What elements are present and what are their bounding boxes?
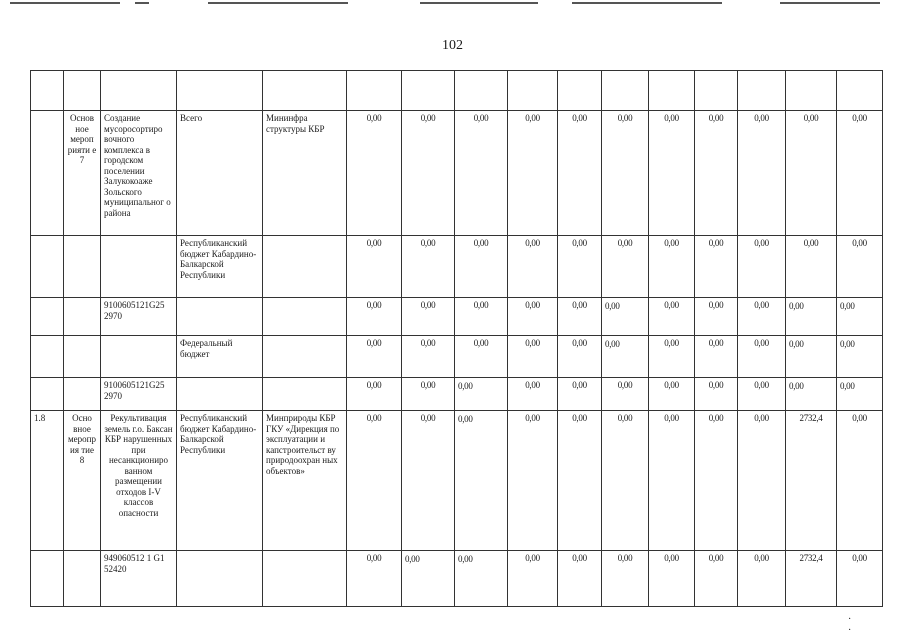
table-header-row xyxy=(31,71,883,111)
event-name: 949060512 1 G1 52420 xyxy=(101,551,177,607)
scan-artifact-line xyxy=(420,2,538,4)
event-name: 9100605121G25 2970 xyxy=(101,298,177,336)
value-cell: 0,00 xyxy=(837,111,883,236)
value-cell: 0,00 xyxy=(558,378,602,411)
value-cell: 0,00 xyxy=(837,336,883,378)
table-row xyxy=(31,551,883,607)
event-name: 9100605121G25 2970 xyxy=(101,378,177,411)
value-cell: 0,00 xyxy=(738,378,786,411)
value-cell: 0,00 xyxy=(602,298,649,336)
value-cell: 0,00 xyxy=(649,111,695,236)
value-cell: 0,00 xyxy=(695,378,738,411)
value-cell: 0,00 xyxy=(455,551,508,607)
table-row xyxy=(31,378,883,411)
funding-source xyxy=(177,551,263,607)
value-cell: 0,00 xyxy=(695,111,738,236)
value-cell: 0,00 xyxy=(738,411,786,551)
scan-artifact-line xyxy=(135,2,149,4)
footer-marks: · · xyxy=(848,614,874,636)
row-id xyxy=(31,336,64,378)
event-name xyxy=(101,236,177,298)
value-cell: 0,00 xyxy=(837,411,883,551)
event-label xyxy=(64,236,101,298)
funding-source xyxy=(177,378,263,411)
value-cell: 0,00 xyxy=(455,111,508,236)
value-cell: 0,00 xyxy=(347,111,402,236)
event-label xyxy=(64,551,101,607)
scan-artifact-line xyxy=(780,2,880,4)
value-cell: 0,00 xyxy=(738,551,786,607)
value-cell: 0,00 xyxy=(738,111,786,236)
table-row xyxy=(31,336,883,378)
funding-source: Республиканский бюджет Кабардино-Балкарской Республики xyxy=(177,236,263,298)
event-name: Рекультивация земель г.о. Баксан КБР нарушенных при несанкциониро ванном размещении отходов I-V классов опасности xyxy=(101,411,177,551)
value-cell: 0,00 xyxy=(837,236,883,298)
value-cell: 0,00 xyxy=(695,236,738,298)
value-cell: 0,00 xyxy=(649,236,695,298)
value-cell: 0,00 xyxy=(455,298,508,336)
funding-source: Республиканский бюджет Кабардино-Балкарской Республики xyxy=(177,411,263,551)
table-row xyxy=(31,298,883,336)
executor xyxy=(263,378,347,411)
value-cell: 0,00 xyxy=(695,298,738,336)
value-cell: 0,00 xyxy=(347,336,402,378)
event-label: Осно вное меропр ия тие 8 xyxy=(64,411,101,551)
funding-source xyxy=(177,298,263,336)
executor xyxy=(263,298,347,336)
executor: Мининфра структуры КБР xyxy=(263,111,347,236)
value-cell: 0,00 xyxy=(786,236,837,298)
value-cell: 0,00 xyxy=(455,236,508,298)
value-cell: 0,00 xyxy=(558,298,602,336)
table-row xyxy=(31,236,883,298)
event-label xyxy=(64,336,101,378)
value-cell: 0,00 xyxy=(508,551,558,607)
value-cell: 0,00 xyxy=(602,111,649,236)
value-cell: 0,00 xyxy=(455,336,508,378)
value-cell: 0,00 xyxy=(347,236,402,298)
executor: Минприроды КБР ГКУ «Дирекция по эксплуатации и капстроительст ву природоохран ных объектов» xyxy=(263,411,347,551)
funding-source: Федеральный бюджет xyxy=(177,336,263,378)
budget-table xyxy=(30,70,883,607)
value-cell: 0,00 xyxy=(602,378,649,411)
event-label xyxy=(64,378,101,411)
value-cell: 0,00 xyxy=(602,236,649,298)
value-cell: 0,00 xyxy=(837,378,883,411)
value-cell: 0,00 xyxy=(558,336,602,378)
value-cell: 0,00 xyxy=(786,298,837,336)
value-cell: 0,00 xyxy=(649,551,695,607)
event-label xyxy=(64,298,101,336)
table-row xyxy=(31,411,883,551)
value-cell: 0,00 xyxy=(649,298,695,336)
funding-source: Всего xyxy=(177,111,263,236)
value-cell: 0,00 xyxy=(455,411,508,551)
value-cell: 0,00 xyxy=(402,236,455,298)
value-cell: 0,00 xyxy=(455,378,508,411)
value-cell: 0,00 xyxy=(649,411,695,551)
row-id xyxy=(31,378,64,411)
row-id xyxy=(31,236,64,298)
value-cell: 0,00 xyxy=(558,411,602,551)
value-cell: 0,00 xyxy=(837,298,883,336)
page-number: 102 xyxy=(442,38,463,53)
scan-artifact-line xyxy=(10,2,120,4)
row-id xyxy=(31,551,64,607)
value-cell: 0,00 xyxy=(837,551,883,607)
row-id xyxy=(31,111,64,236)
executor xyxy=(263,336,347,378)
value-cell: 0,00 xyxy=(786,336,837,378)
value-cell: 0,00 xyxy=(558,111,602,236)
event-label: Основ ное мероп рияти е 7 xyxy=(64,111,101,236)
row-id: 1.8 xyxy=(31,411,64,551)
event-name xyxy=(101,336,177,378)
value-cell: 0,00 xyxy=(558,551,602,607)
value-cell: 2732,4 xyxy=(786,411,837,551)
value-cell: 0,00 xyxy=(402,411,455,551)
value-cell: 0,00 xyxy=(558,236,602,298)
value-cell: 0,00 xyxy=(602,551,649,607)
value-cell: 0,00 xyxy=(508,298,558,336)
value-cell: 0,00 xyxy=(695,551,738,607)
value-cell: 0,00 xyxy=(602,411,649,551)
executor xyxy=(263,551,347,607)
value-cell: 0,00 xyxy=(786,378,837,411)
value-cell: 2732,4 xyxy=(786,551,837,607)
value-cell: 0,00 xyxy=(402,336,455,378)
scan-artifact-line xyxy=(572,2,722,4)
table-row xyxy=(31,111,883,236)
value-cell: 0,00 xyxy=(695,411,738,551)
value-cell: 0,00 xyxy=(508,236,558,298)
scan-artifact-line xyxy=(208,2,348,4)
value-cell: 0,00 xyxy=(347,411,402,551)
value-cell: 0,00 xyxy=(402,298,455,336)
value-cell: 0,00 xyxy=(649,336,695,378)
value-cell: 0,00 xyxy=(508,111,558,236)
value-cell: 0,00 xyxy=(602,336,649,378)
value-cell: 0,00 xyxy=(508,411,558,551)
value-cell: 0,00 xyxy=(738,336,786,378)
value-cell: 0,00 xyxy=(738,236,786,298)
value-cell: 0,00 xyxy=(347,378,402,411)
value-cell: 0,00 xyxy=(402,378,455,411)
value-cell: 0,00 xyxy=(786,111,837,236)
value-cell: 0,00 xyxy=(347,298,402,336)
value-cell: 0,00 xyxy=(738,298,786,336)
row-id xyxy=(31,298,64,336)
value-cell: 0,00 xyxy=(402,111,455,236)
value-cell: 0,00 xyxy=(402,551,455,607)
value-cell: 0,00 xyxy=(695,336,738,378)
value-cell: 0,00 xyxy=(508,378,558,411)
executor xyxy=(263,236,347,298)
value-cell: 0,00 xyxy=(508,336,558,378)
value-cell: 0,00 xyxy=(347,551,402,607)
event-name: Создание мусоросортиро вочного комплекса в городском поселении Залукокоаже Зольского муниципальног о района xyxy=(101,111,177,236)
value-cell: 0,00 xyxy=(649,378,695,411)
